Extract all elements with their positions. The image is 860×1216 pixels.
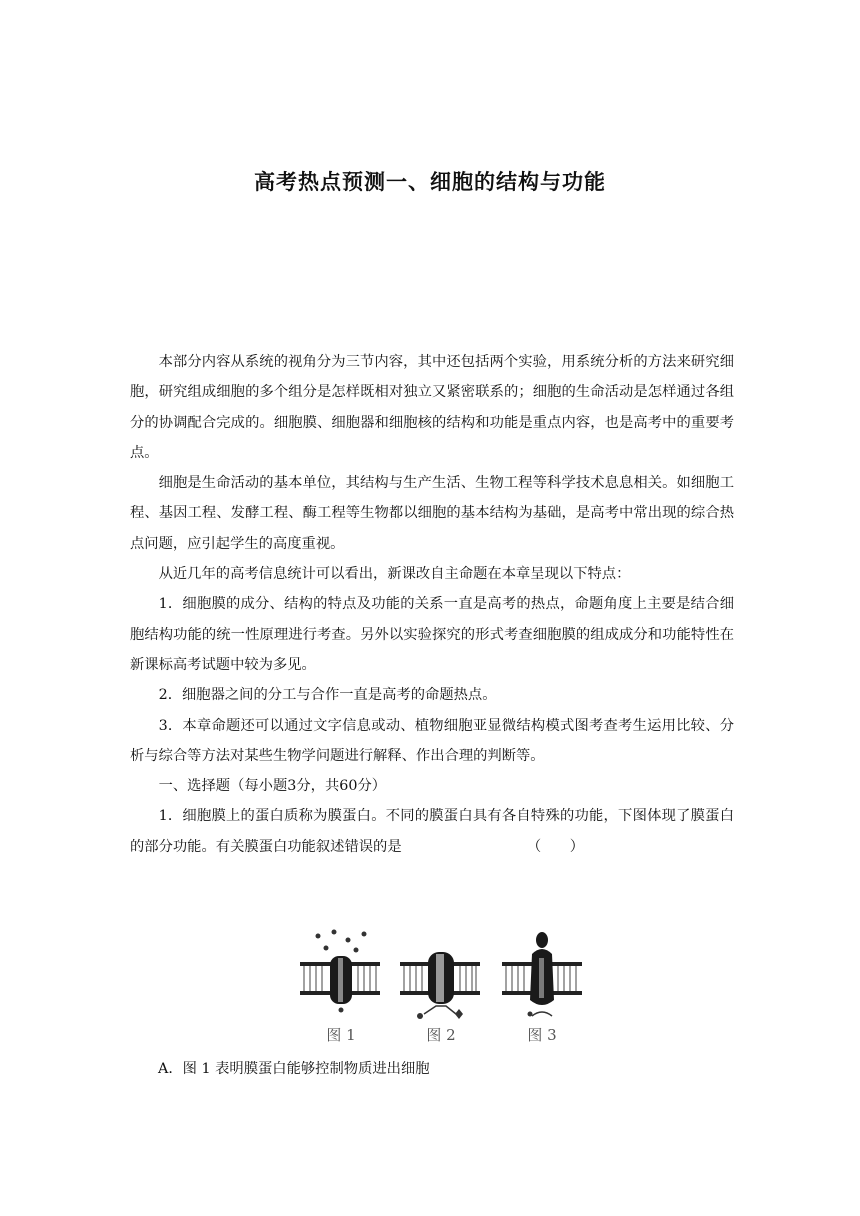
intro-paragraph-2: 细胞是生命活动的基本单位，其结构与生产生活、生物工程等科学技术息息相关。如细胞工程、基因工程、发酵工程、酶工程等生物都以细胞的基本结构为基础，是高考中常出现的综合热点问题，应引起学生的高度重视。: [130, 475, 734, 552]
feature-point-1: 1．细胞膜的成分、结构的特点及功能的关系一直是高考的热点，命题角度上主要是结合细胞结构功能的统一性原理进行考查。另外以实验探究的形式考查细胞膜的组成成分和功能特性在新课标高考试题中较为多见。: [130, 596, 734, 673]
feature-point-2: 2．细胞器之间的分工与合作一直是高考的命题热点。: [158, 687, 497, 704]
figure-panel-3: [502, 932, 582, 1044]
figure-panel-2: [400, 952, 480, 1044]
figure-panel-1: [300, 930, 380, 1045]
option-a: A．图 1 表明膜蛋白能够控制物质进出细胞: [158, 1061, 430, 1077]
answer-bracket: （ ）: [526, 838, 584, 855]
intro-paragraph-1: 本部分内容从系统的视角分为三节内容，其中还包括两个实验，用系统分析的方法来研究细胞，研究组成细胞的多个组分是怎样既相对独立又紧密联系的；细胞的生命活动是怎样通过各组分的协调配合完成的。细胞膜、细胞器和细胞核的结构和功能是重点内容，也是高考中的重要考点。: [130, 354, 734, 461]
signal-molecule: [536, 932, 548, 948]
question-1-text: 1．细胞膜上的蛋白质称为膜蛋白。不同的膜蛋白具有各自特殊的功能，下图体现了膜蛋白的部分功能。有关膜蛋白功能叙述错误的是: [130, 808, 734, 855]
feature-point-3: 3．本章命题还可以通过文字信息或动、植物细胞亚显微结构模式图考查考生运用比较、分析与综合等方法对某些生物学问题进行解释、作出合理的判断等。: [130, 717, 734, 764]
document-body: [130, 347, 734, 862]
question-1: [130, 801, 734, 862]
intro-paragraph-3: 从近几年的高考信息统计可以看出，新课改自主命题在本章呈现以下特点：: [158, 566, 631, 583]
figure-label-2: 图 2: [426, 1026, 456, 1044]
document-title: 高考热点预测一、细胞的结构与功能: [254, 170, 606, 194]
figure-label-1: 图 1: [326, 1026, 356, 1044]
membrane-protein-figure: [296, 924, 588, 1046]
section-heading: 一、选择题（每小题3分，共60分）: [158, 778, 387, 795]
figure-label-3: 图 3: [527, 1026, 557, 1044]
